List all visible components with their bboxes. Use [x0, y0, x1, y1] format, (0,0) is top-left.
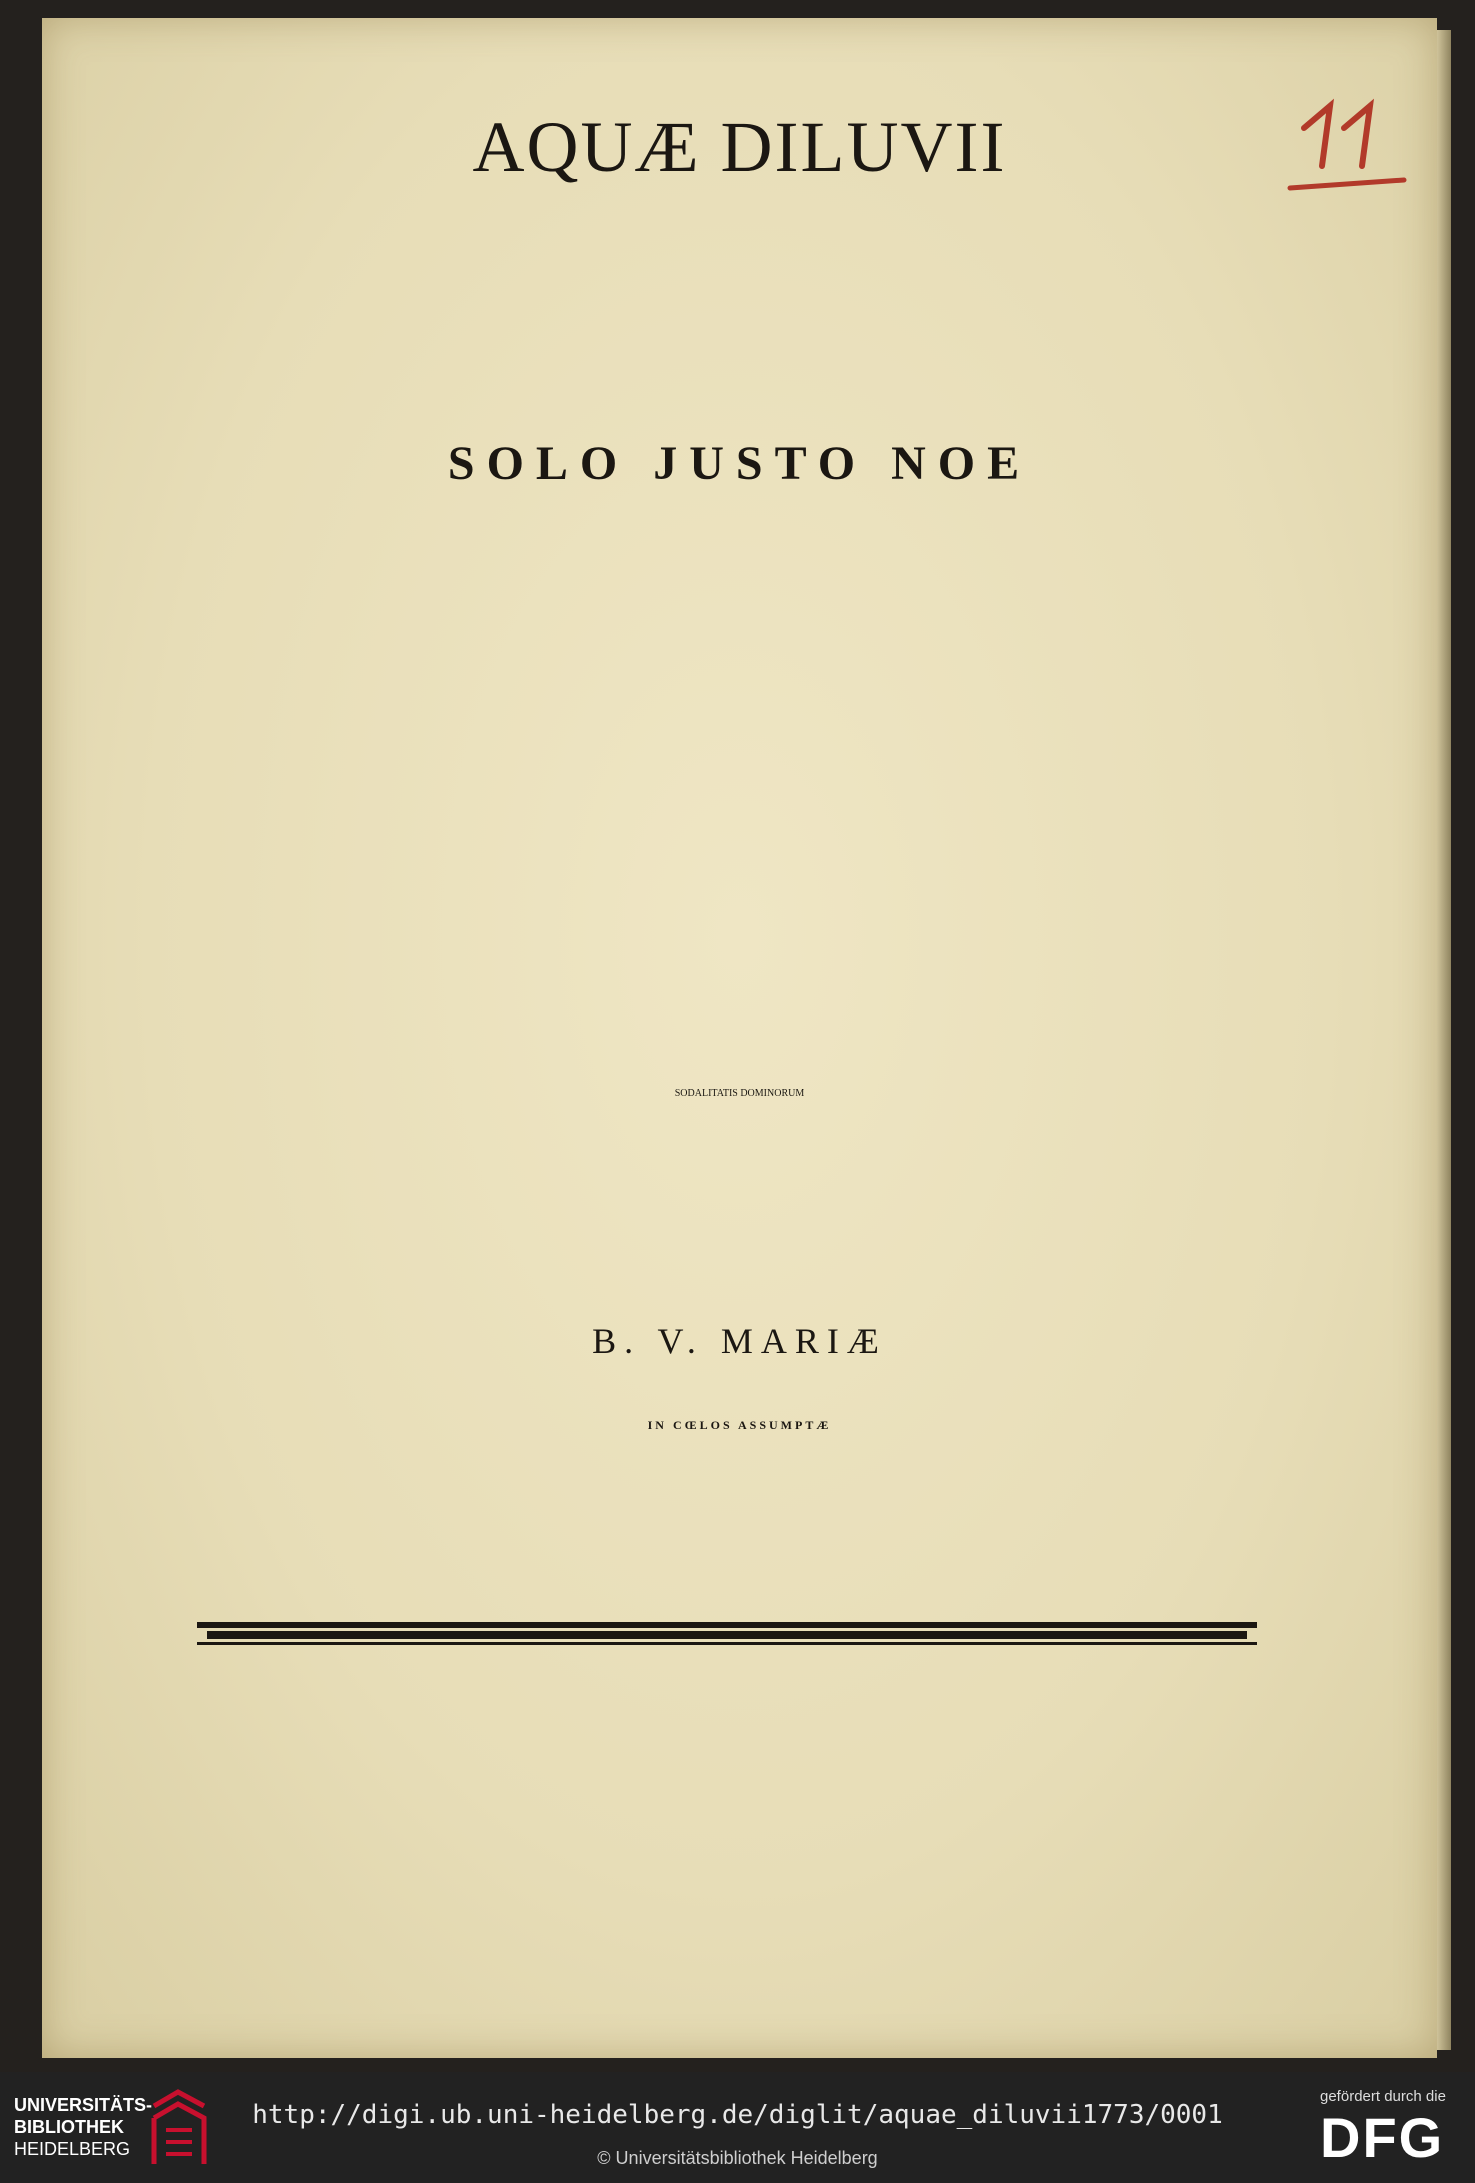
title-line-13: SODALITATIS DOMINORUM	[674, 1088, 805, 1099]
ornamental-rule	[197, 1618, 1257, 1648]
library-name-line-1: UNIVERSITÄTS-	[14, 2095, 153, 2115]
permalink-url[interactable]: http://digi.ub.uni-heidelberg.de/diglit/aquae_diluvii1773/0001	[252, 2100, 1223, 2130]
handwritten-folio-number	[1282, 88, 1412, 198]
title-line-1: AQUÆ DILUVII	[472, 107, 1007, 187]
library-name-line-3: HEIDELBERG	[14, 2139, 131, 2159]
title-line-16: B. V. MARIÆ	[592, 1321, 887, 1361]
funding-note: gefördert durch die	[1320, 2088, 1446, 2105]
copyright-notice: © Universitätsbibliothek Heidelberg	[597, 2148, 878, 2168]
library-name-line-2: BIBLIOTHEK	[14, 2117, 124, 2137]
page-edge	[1437, 30, 1451, 2050]
title-line-17: IN CŒLOS ASSUMPTÆ	[647, 1418, 832, 1432]
title-page	[42, 18, 1437, 2058]
title-line-4: SOLO JUSTO NOE	[447, 437, 1032, 490]
dfg-logo-icon: DFG	[1320, 2106, 1445, 2169]
